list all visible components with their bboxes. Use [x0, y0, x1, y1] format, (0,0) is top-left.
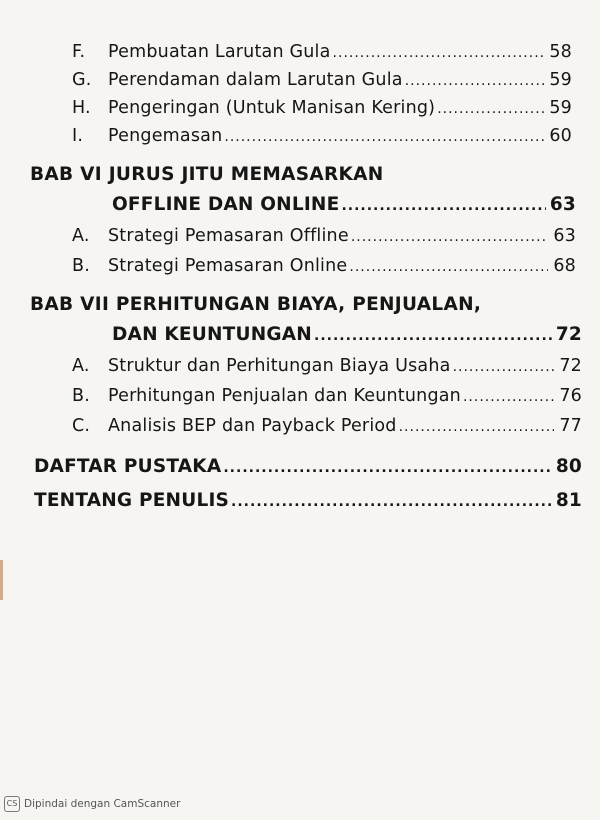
toc-entry[interactable]: [72, 416, 582, 436]
toc-entry-title: Perendaman dalam Larutan Gula: [108, 70, 403, 90]
toc-entry[interactable]: [72, 386, 582, 406]
toc-entry-page: 81: [555, 490, 582, 511]
toc-entry[interactable]: [72, 256, 576, 276]
toc-entry-letter: C.: [72, 416, 91, 436]
toc-entry-title: Pengeringan (Untuk Manisan Kering): [108, 98, 436, 118]
toc-entry-page: 58: [549, 42, 572, 62]
chapter-heading-bab6[interactable]: BAB VI JURUS JITU MEMASARKAN: [30, 164, 384, 185]
toc-entry-page: 60: [549, 126, 572, 146]
toc-entry-letter: A.: [72, 226, 90, 246]
toc-entry-page: 76: [559, 386, 582, 406]
chapter-page: 72: [555, 324, 582, 345]
toc-entry-title: Analisis BEP dan Payback Period: [108, 416, 397, 436]
toc-entry-letter: H.: [72, 98, 91, 118]
dot-leader: [231, 494, 552, 510]
toc-entry-page: 59: [549, 70, 572, 90]
toc-entry-title: Strategi Pemasaran Online: [108, 256, 348, 276]
toc-entry-page: 59: [549, 98, 572, 118]
chapter-heading-text: DAN KEUNTUNGAN: [112, 324, 312, 345]
toc-entry-letter: B.: [72, 256, 90, 276]
toc-entry[interactable]: [72, 42, 572, 62]
toc-entry-letter: G.: [72, 70, 92, 90]
toc-entry-title: TENTANG PENULIS: [34, 490, 230, 511]
dot-leader: [224, 129, 544, 145]
dot-leader: [333, 45, 544, 61]
toc-entry-title: Pengemasan: [108, 126, 223, 146]
toc-entry[interactable]: [72, 70, 572, 90]
chapter-heading-bab7[interactable]: BAB VII PERHITUNGAN BIAYA, PENJUALAN,: [30, 294, 482, 315]
toc-entry-daftar-pustaka[interactable]: [34, 456, 582, 477]
dot-leader: [314, 328, 552, 344]
toc-entry-title: Perhitungan Penjualan dan Keuntungan: [108, 386, 461, 406]
toc-entry[interactable]: [72, 356, 582, 376]
scanner-watermark: [4, 796, 180, 812]
dot-leader: [349, 259, 548, 275]
toc-entry-letter: F.: [72, 42, 86, 62]
toc-entry-title: DAFTAR PUSTAKA: [34, 456, 222, 477]
camscanner-icon: CS: [4, 796, 20, 812]
dot-leader: [341, 198, 545, 214]
dot-leader: [351, 229, 548, 245]
toc-entry[interactable]: [72, 98, 572, 118]
scanner-watermark-text: Dipindai dengan CamScanner: [24, 798, 181, 810]
toc-entry-title: Pembuatan Larutan Gula: [108, 42, 331, 62]
dot-leader: [437, 101, 544, 117]
chapter-page: 63: [549, 194, 576, 215]
toc-entry-letter: B.: [72, 386, 90, 406]
toc-entry-page: 63: [553, 226, 576, 246]
toc-entry-page: 72: [559, 356, 582, 376]
dot-leader: [453, 359, 554, 375]
chapter-heading-bab7-line2[interactable]: [112, 324, 582, 345]
toc-entry-title: Struktur dan Perhitungan Biaya Usaha: [108, 356, 451, 376]
toc-entry[interactable]: [72, 226, 576, 246]
toc-entry-tentang-penulis[interactable]: [34, 490, 582, 511]
dot-leader: [223, 460, 551, 476]
scan-edge-mark: [0, 560, 3, 600]
toc-entry-page: 77: [559, 416, 582, 436]
toc-entry[interactable]: [72, 126, 572, 146]
chapter-heading-text: OFFLINE DAN ONLINE: [112, 194, 340, 215]
dot-leader: [405, 73, 544, 89]
toc-entry-title: Strategi Pemasaran Offline: [108, 226, 349, 246]
toc-entry-page: 68: [553, 256, 576, 276]
dot-leader: [399, 419, 554, 435]
chapter-heading-bab6-line2[interactable]: [112, 194, 576, 215]
dot-leader: [463, 389, 554, 405]
toc-entry-page: 80: [555, 456, 582, 477]
toc-entry-letter: A.: [72, 356, 90, 376]
toc-entry-letter: I.: [72, 126, 84, 146]
